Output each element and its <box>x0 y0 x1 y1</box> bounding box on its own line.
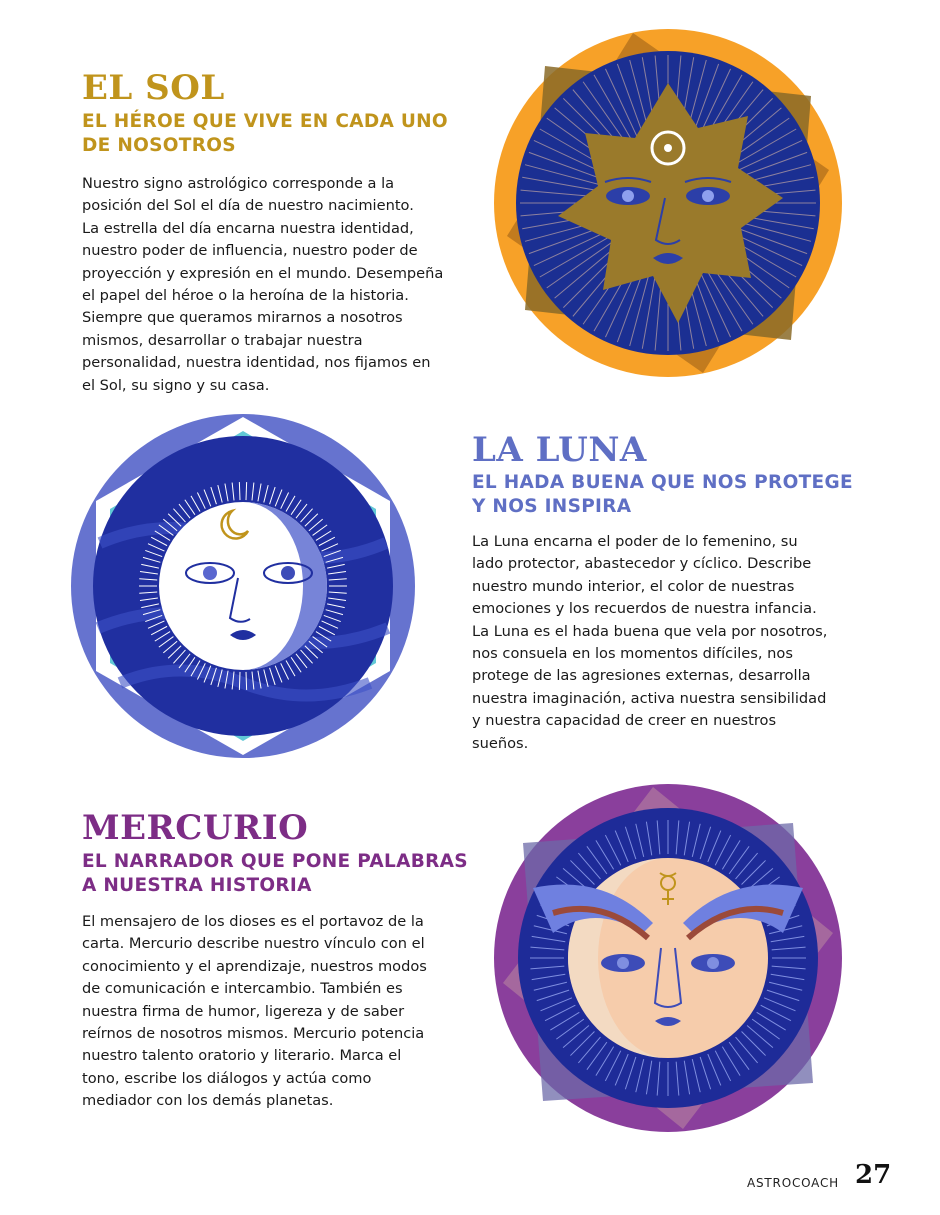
sol-subtitle <box>82 110 448 158</box>
luna-subtitle-line: Y NOS INSPIRA <box>472 496 632 517</box>
luna-body <box>472 531 827 755</box>
mercurio-subtitle <box>82 850 468 898</box>
mercurio-body-line: nuestro talento oratorio y literario. Marca el <box>82 1047 402 1065</box>
luna-subtitle <box>472 471 853 519</box>
sun-face-icon <box>493 28 843 378</box>
mercurio-body-line: reírnos de nosotros mismos. Mercurio potencia <box>82 1025 425 1043</box>
luna-body-line: lado protector, abastecedor y cíclico. Describe <box>472 555 812 573</box>
mercurio-body-line: mediador con los demás planetas. <box>82 1092 334 1110</box>
sol-body-line: mismos, desarrollar o trabajar nuestra <box>82 331 363 349</box>
mercurio-body <box>82 911 427 1113</box>
page-number: 27 <box>855 1160 892 1190</box>
luna-title: LA LUNA <box>472 430 647 470</box>
sol-subtitle-line: DE NOSOTROS <box>82 135 236 156</box>
mercurio-title: MERCURIO <box>82 808 309 848</box>
sol-body <box>82 173 443 397</box>
luna-body-line: emociones y los recuerdos de nuestra infancia. <box>472 600 817 618</box>
luna-body-line: protege de las agresiones externas, desarrolla <box>472 667 811 685</box>
mercurio-body-line: nuestra firma de humor, ligereza y de saber <box>82 1002 405 1020</box>
mercurio-subtitle-line: A NUESTRA HISTORIA <box>82 875 312 896</box>
sol-title: EL SOL <box>82 68 225 108</box>
sol-body-line: Nuestro signo astrológico corresponde a la <box>82 175 395 192</box>
sol-body-line: Siempre que queramos mirarnos a nosotros <box>82 309 403 327</box>
mercurio-body-line: conocimiento y el aprendizaje, nuestros modos <box>82 957 427 975</box>
mercurio-body-line: de comunicación e intercambio. También es <box>82 980 403 998</box>
mercurio-subtitle-line: EL NARRADOR QUE PONE PALABRAS <box>82 851 468 872</box>
sol-subtitle-line: EL HÉROE QUE VIVE EN CADA UNO <box>82 111 448 132</box>
mercurio-body-line: El mensajero de los dioses es el portavoz de la <box>82 913 424 930</box>
sol-body-line: personalidad, nuestra identidad, nos fijamos en <box>82 354 431 372</box>
sol-body-line: el papel del héroe o la heroína de la historia. <box>82 287 409 305</box>
sol-body-line: proyección y expresión en el mundo. Desempeña <box>82 264 444 282</box>
luna-body-line: La Luna encarna el poder de lo femenino, su <box>472 533 798 550</box>
mercury-face-icon <box>493 783 843 1133</box>
sol-body-line: nuestro poder de influencia, nuestro poder de <box>82 242 418 260</box>
sol-body-line: el Sol, su signo y su casa. <box>82 376 270 394</box>
sol-body-line: posición del Sol el día de nuestro nacimiento. <box>82 197 414 215</box>
luna-subtitle-line: EL HADA BUENA QUE NOS PROTEGE <box>472 472 853 493</box>
luna-body-line: nos consuela en los momentos difíciles, nos <box>472 645 793 663</box>
luna-body-line: La Luna es el hada buena que vela por nosotros, <box>472 622 828 640</box>
luna-body-line: y nuestra capacidad de creer en nuestros <box>472 712 777 730</box>
mercurio-body-line: carta. Mercurio describe nuestro vínculo con el <box>82 935 425 953</box>
footer-brand: ASTROCOACH <box>747 1176 839 1190</box>
mercurio-body-line: tono, escribe los diálogos y actúa como <box>82 1069 372 1087</box>
luna-body-line: nuestra imaginación, activa nuestra sensibilidad <box>472 689 827 707</box>
luna-body-line: sueños. <box>472 734 529 752</box>
sol-body-line: La estrella del día encarna nuestra identidad, <box>82 219 414 237</box>
luna-body-line: nuestro mundo interior, el color de nuestras <box>472 577 795 595</box>
moon-face-icon <box>70 413 416 759</box>
